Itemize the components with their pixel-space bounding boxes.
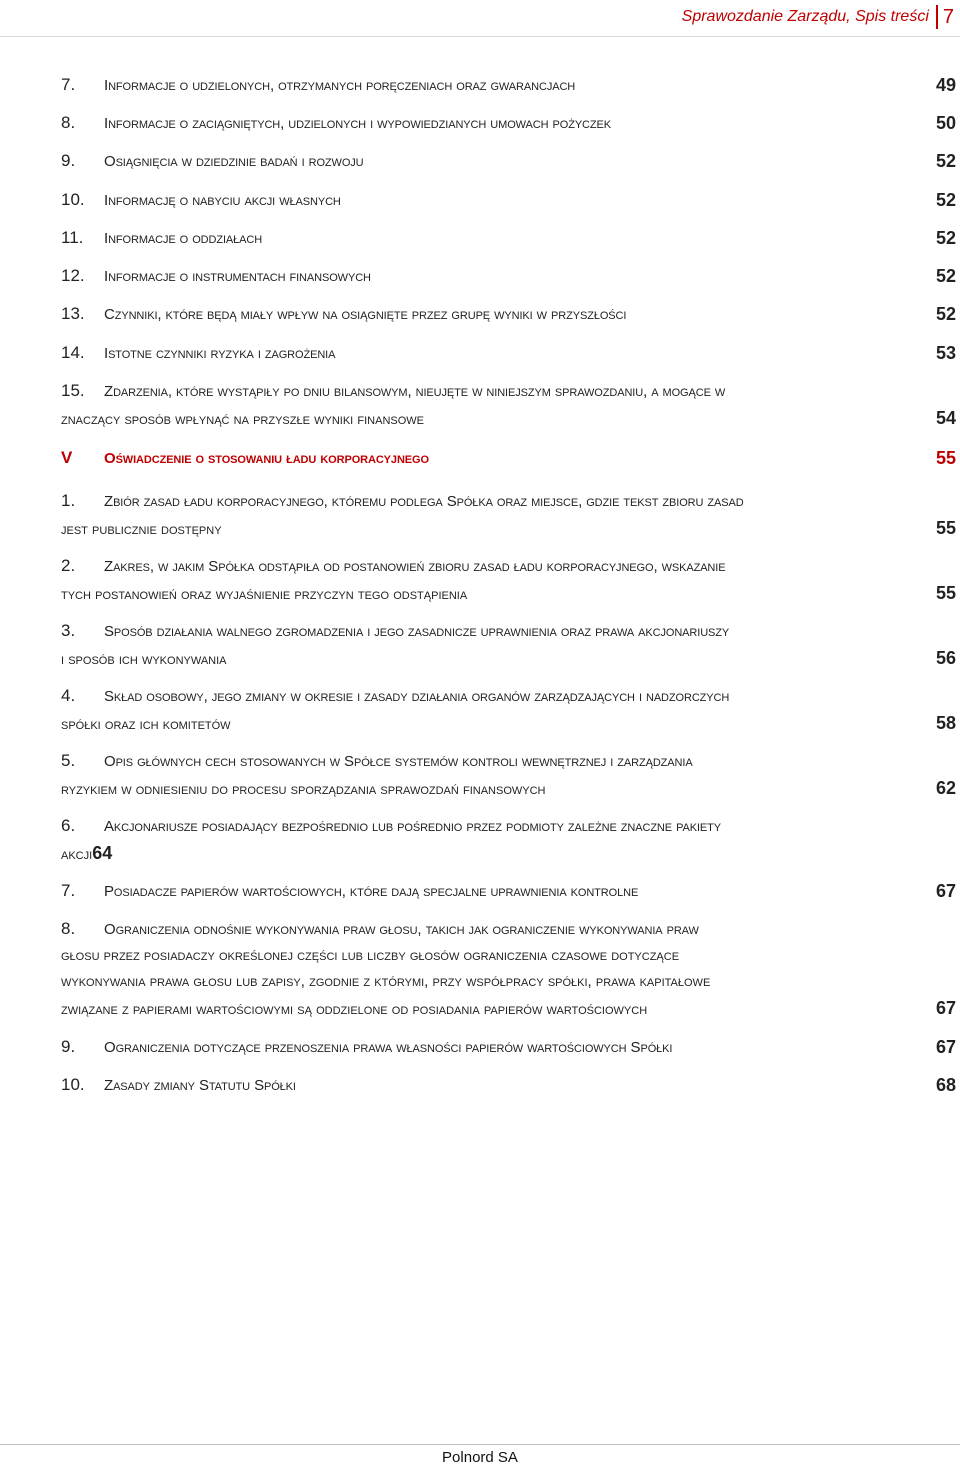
toc-entry[interactable]	[61, 340, 956, 367]
entry-page: 64	[92, 843, 113, 863]
entry-title: Informacje o zaciągniętych, udzielonych i wypowiedzianych umowach pożyczek	[104, 115, 611, 132]
entry-page: 53	[935, 343, 956, 363]
entry-title: Istotne czynniki ryzyka i zagrożenia	[104, 345, 336, 362]
entry-title: Informacje o oddziałach	[104, 230, 263, 247]
entry-title-continued: spółki oraz ich komitetów	[61, 716, 231, 733]
entry-title-continued: tych postanowień oraz wyjaśnienie przyczyn tego odstąpienia	[61, 586, 468, 603]
toc-subentry[interactable]	[61, 878, 956, 905]
toc-entry[interactable]	[61, 110, 956, 137]
entry-number: 8.	[61, 113, 76, 132]
toc-subentry[interactable]	[61, 683, 956, 738]
header-rule	[0, 36, 960, 37]
toc-subentry[interactable]	[61, 916, 956, 1023]
entry-page: 67	[935, 998, 956, 1018]
entry-title-continued: wykonywania prawa głosu lub zapisy, zgodnie z którymi, przy współpracy spółki, prawa kapitałowe	[61, 973, 711, 990]
entry-page: 56	[935, 648, 956, 668]
entry-title: Informacje o udzielonych, otrzymanych poręczeniach oraz gwarancjach	[104, 77, 576, 94]
entry-number: 11.	[61, 228, 84, 247]
footer-rule	[0, 1444, 960, 1445]
entry-title-continued: akcji	[61, 846, 93, 863]
toc-subentry[interactable]	[61, 1072, 956, 1099]
entry-title-continued: głosu przez posiadaczy określonej części lub liczby głosów ograniczenia czasowe dotyczące	[61, 947, 680, 964]
entry-title: Ograniczenia dotyczące przenoszenia prawa własności papierów wartościowych Spółki	[104, 1039, 673, 1056]
toc-entry[interactable]	[61, 263, 956, 290]
entry-page: 52	[935, 266, 956, 286]
entry-number: 13.	[61, 304, 85, 323]
entry-title: Osiągnięcia w dziedzinie badań i rozwoju	[104, 153, 364, 170]
entry-number: 12.	[61, 266, 85, 285]
entry-page: 55	[935, 518, 956, 538]
entry-page: 52	[935, 190, 956, 210]
entry-page: 62	[935, 778, 956, 798]
entry-number: 8.	[61, 919, 76, 938]
toc-entry[interactable]	[61, 225, 956, 252]
entry-number: 9.	[61, 151, 76, 170]
toc-entry[interactable]	[61, 378, 956, 433]
section-number: V	[61, 448, 73, 467]
entry-number: 7.	[61, 881, 76, 900]
entry-page: 49	[935, 75, 956, 95]
entry-title-continued: ryzykiem w odniesieniu do procesu sporządzania sprawozdań finansowych	[61, 781, 546, 798]
entry-title-continued: znaczący sposób wpłynąć na przyszłe wyniki finansowe	[61, 411, 424, 428]
entry-page: 68	[935, 1075, 956, 1095]
toc-subentry[interactable]	[61, 1034, 956, 1061]
toc-entry[interactable]	[61, 187, 956, 214]
entry-title: Skład osobowy, jego zmiany w okresie i zasady działania organów zarządzających i nadzorczych	[104, 688, 730, 705]
toc-subentry[interactable]	[61, 488, 956, 543]
entry-page: 58	[935, 713, 956, 733]
toc-subentry[interactable]	[61, 553, 956, 608]
entry-page: 67	[935, 1037, 956, 1057]
entry-page: 67	[935, 881, 956, 901]
section-page: 55	[935, 448, 956, 468]
entry-number: 7.	[61, 75, 76, 94]
entry-number: 14.	[61, 343, 85, 362]
header-title: Sprawozdanie Zarządu, Spis treści	[681, 8, 929, 25]
toc-subentry[interactable]	[61, 813, 956, 868]
entry-page: 52	[935, 304, 956, 324]
entry-title: Zasady zmiany Statutu Spółki	[104, 1077, 296, 1094]
entry-number: 9.	[61, 1037, 76, 1056]
entry-title: Czynniki, które będą miały wpływ na osiągnięte przez grupę wyniki w przyszłości	[104, 306, 627, 323]
page-header	[682, 4, 954, 30]
entry-number: 2.	[61, 556, 76, 575]
entry-page: 52	[935, 228, 956, 248]
entry-number: 5.	[61, 751, 76, 770]
entry-title: Informację o nabyciu akcji własnych	[104, 192, 341, 209]
entry-number: 15.	[61, 381, 85, 400]
entry-number: 4.	[61, 686, 76, 705]
entry-number: 3.	[61, 621, 76, 640]
entry-title: Zdarzenia, które wystąpiły po dniu bilansowym, nieujęte w niniejszym sprawozdaniu, a mogące w	[104, 383, 726, 400]
section-title: Oświadczenie o stosowaniu ładu korporacyjnego	[104, 450, 429, 467]
entry-page: 55	[935, 583, 956, 603]
toc-entry[interactable]	[61, 301, 956, 328]
toc-entry[interactable]	[61, 148, 956, 175]
entry-title: Sposób działania walnego zgromadzenia i jego zasadnicze uprawnienia oraz prawa akcjonariuszy	[104, 623, 730, 640]
toc-subentry[interactable]	[61, 748, 956, 803]
toc-section-v[interactable]	[61, 445, 956, 472]
entry-page: 54	[935, 408, 956, 428]
entry-number: 1.	[61, 491, 76, 510]
toc-entry[interactable]	[61, 72, 956, 99]
header-separator	[936, 5, 938, 29]
entry-page: 52	[935, 151, 956, 171]
entry-number: 10.	[61, 1075, 85, 1094]
entry-title: Posiadacze papierów wartościowych, które dają specjalne uprawnienia kontrolne	[104, 883, 639, 900]
entry-title-continued: jest publicznie dostępny	[61, 521, 222, 538]
entry-title: Ograniczenia odnośnie wykonywania praw głosu, takich jak ograniczenie wykonywania praw	[104, 921, 699, 938]
page-footer: Polnord SA	[442, 1449, 518, 1466]
entry-title-continued: i sposób ich wykonywania	[61, 651, 227, 668]
entry-page: 50	[935, 113, 956, 133]
toc-subentry[interactable]	[61, 618, 956, 673]
entry-title: Zbiór zasad ładu korporacyjnego, któremu podlega Spółka oraz miejsce, gdzie tekst zbioru zasad	[104, 493, 744, 510]
entry-title: Zakres, w jakim Spółka odstąpiła od postanowień zbioru zasad ładu korporacyjnego, wskazanie	[104, 558, 726, 575]
header-page-number: 7	[942, 5, 954, 28]
entry-number: 10.	[61, 190, 85, 209]
entry-title: Opis głównych cech stosowanych w Spółce systemów kontroli wewnętrznej i zarządzania	[104, 753, 693, 770]
entry-title: Akcjonariusze posiadający bezpośrednio lub pośrednio przez podmioty zależne znaczne pakiety	[104, 818, 722, 835]
entry-title-continued: związane z papierami wartościowymi są oddzielone od posiadania papierów wartościowych	[61, 1001, 648, 1018]
entry-number: 6.	[61, 816, 76, 835]
entry-title: Informacje o instrumentach finansowych	[104, 268, 371, 285]
